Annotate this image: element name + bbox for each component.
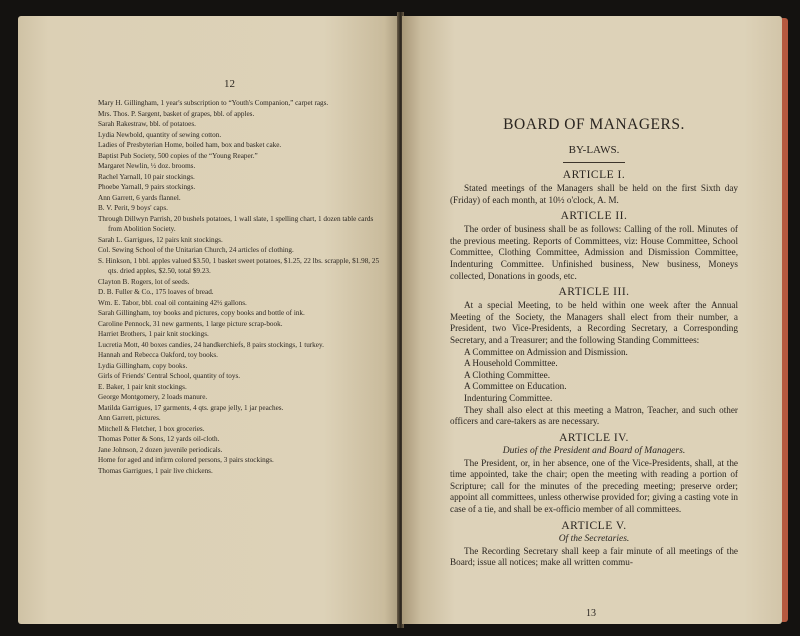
donation-entry: Matilda Garrigues, 17 garments, 4 qts. grape jelly, 1 jar peaches. (98, 403, 284, 412)
donation-entry: George Montgomery, 2 loads manure. (98, 393, 208, 401)
committee-item: Indenturing Committee. (464, 392, 553, 403)
bylaws-content (450, 116, 738, 569)
committee-item: A Clothing Committee. (464, 369, 551, 380)
article-text: The Recording Secretary shall keep a fair minute of all meetings of the Board; issue all notices; make all written commu- (450, 545, 738, 568)
donation-entry: B. V. Perit, 9 boys' caps. (98, 204, 168, 212)
donation-entry: Mary H. Gillingham, 1 year's subscription to “Youth's Companion,” carpet rags. (98, 99, 329, 107)
donation-entry: Lucretia Mott, 40 boxes candies, 24 handkerchiefs, 8 pairs stockings, 1 turkey. (98, 340, 324, 349)
article-heading: ARTICLE V. (561, 519, 627, 532)
page-title: BOARD OF MANAGERS. (503, 116, 685, 133)
page-number: 13 (586, 608, 596, 619)
donation-entry: Col. Sewing School of the Unitarian Church, 24 articles of clothing. (98, 246, 294, 254)
donation-entry: Thomas Potter & Sons, 12 yards oil-cloth. (98, 435, 220, 443)
committee-item: A Committee on Admission and Dismission. (464, 346, 628, 357)
donation-entry: D. B. Fuller & Co., 175 loaves of bread. (98, 288, 214, 296)
donation-entry: Mrs. Thos. P. Sargent, basket of grapes, bbl. of apples. (98, 109, 255, 118)
donation-entry: Through Dillwyn Parrish, 20 bushels potatoes, 1 wall slate, 1 spelling chart, 1 dozen table cards from Abolition Society. (98, 214, 374, 233)
donation-entry: Girls of Friends' Central School, quantity of toys. (98, 372, 241, 380)
article-text: The order of business shall be as follows: Calling of the roll. Minutes of the previous meeting. Reports of Committees, viz: House Committee, School Committee, Clothing Committee, Admission and Dismission Committee, Indenturing Committee. Unfinished business, New business, Moneys collected, Donations in goods, etc. (450, 224, 738, 281)
donation-entry: Ann Garrett, 6 yards flannel. (98, 193, 181, 202)
donation-entry: Hannah and Rebecca Oakford, toy books. (98, 351, 218, 359)
divider (563, 162, 625, 163)
donation-entry: Mitchell & Fletcher, 1 box groceries. (98, 424, 205, 433)
article-subheading: Of the Secretaries. (558, 533, 630, 544)
donation-entry: Phoebe Yarnall, 9 pairs stockings. (98, 183, 196, 191)
donation-entry: Harriet Brothers, 1 pair knit stockings. (98, 330, 209, 338)
donation-entry: Wm. E. Tabor, bbl. coal oil containing 42½ gallons. (98, 298, 247, 307)
book-edge (782, 18, 788, 622)
donation-entry: Sarah L. Garrigues, 12 pairs knit stockings. (98, 235, 223, 244)
donation-entry: Home for aged and infirm colored persons, 3 pairs stockings. (98, 456, 274, 464)
donation-entry: Ladies of Presbyterian Home, boiled ham, box and basket cake. (98, 141, 282, 149)
donation-entry: E. Baker, 1 pair knit stockings. (98, 382, 187, 391)
article-heading: ARTICLE IV. (559, 431, 629, 444)
donation-entry: Jane Johnson, 2 dozen juvenile periodicals. (98, 445, 223, 454)
donation-entry: Ann Garrett, pictures. (98, 414, 161, 422)
section-title: BY-LAWS. (568, 144, 620, 156)
donation-entry: Sarah Gillingham, toy books and pictures, copy books and bottle of ink. (98, 309, 305, 317)
committee-item: A Committee on Education. (464, 381, 567, 392)
donation-list (98, 98, 384, 476)
page-number: 12 (224, 78, 235, 90)
right-page (402, 16, 782, 624)
donation-entry: Thomas Garrigues, 1 pair live chickens. (98, 466, 213, 475)
article-text: The President, or, in her absence, one of the Vice-Presidents, shall, at the time appointed, take the chair; open the meeting with reading a portion of Scripture; call for the minutes of the preceding meeting; preserve order; appoint all committees, unless otherwise provided for; giving a casting vote in case of a tie, and shall be ex-officio member of all committees. (450, 457, 738, 515)
donation-entry: Rachel Yarnall, 10 pair stockings. (98, 172, 195, 181)
article-text: They shall also elect at this meeting a Matron, Teacher, and such other officers and care-takers as are necessary. (450, 404, 738, 427)
left-page (18, 16, 400, 624)
donation-entry: Lydia Gillingham, copy books. (98, 361, 188, 370)
article-heading: ARTICLE III. (558, 286, 630, 299)
donation-entry: Sarah Rakestraw, bbl. of potatoes. (98, 120, 196, 128)
donation-entry: Clayton B. Rogers, lot of seeds. (98, 277, 190, 286)
donation-entry: Margaret Newlin, ½ doz. brooms. (98, 162, 196, 170)
article-heading: ARTICLE II. (560, 210, 628, 223)
article-text: Stated meetings of the Managers shall be held on the first Sixth day (Friday) of each month, at 10½ o'clock, A. M. (450, 183, 738, 205)
donation-entry: Baptist Pub Society, 500 copies of the “Young Reaper.” (98, 151, 258, 160)
donation-entry: S. Hinkson, 1 bbl. apples valued $3.50, 1 basket sweet potatoes, $1.25, 22 lbs. scrapple, $1.98, 25 qts. dried apples, $2.50, total $9.23. (98, 256, 380, 275)
open-book (8, 4, 792, 632)
article-heading: ARTICLE I. (562, 169, 626, 181)
committee-item: A Household Committee. (464, 358, 558, 369)
donation-entry: Caroline Pennock, 31 new garments, 1 large picture scrap-book. (98, 319, 283, 328)
article-subheading: Duties of the President and Board of Managers. (502, 445, 686, 456)
donation-entry: Lydia Newbold, quantity of sewing cotton. (98, 130, 222, 139)
article-text: At a special Meeting, to be held within one week after the Annual Meeting of the Society, the Managers shall elect from their number, a President, two Vice-Presidents, a Recording Secretary, a Corresponding Secretary, and a Treasurer; and the following Standing Committees: (450, 300, 738, 345)
